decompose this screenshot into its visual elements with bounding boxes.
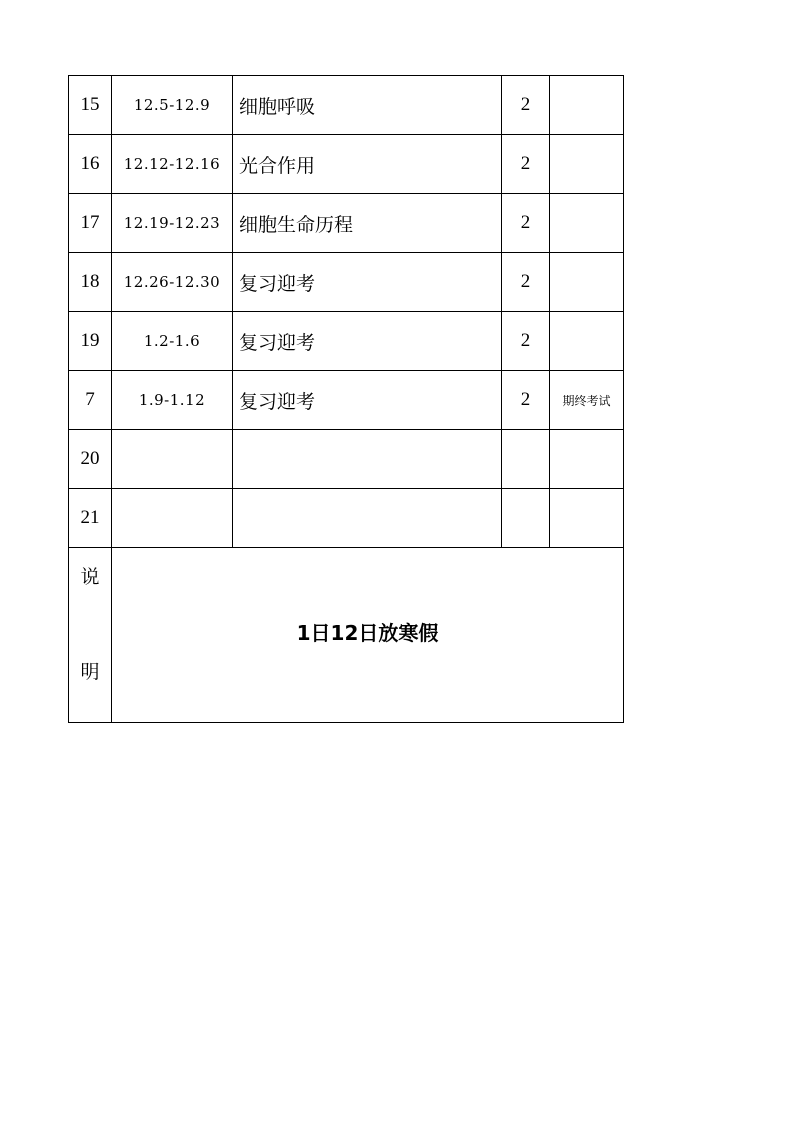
week-cell: 7 [69,371,112,430]
remark-cell: 期终考试 [550,371,624,430]
topic-cell: 复习迎考 [233,371,502,430]
topic-cell [233,489,502,548]
remark-cell [550,430,624,489]
notes-label-line1: 说 [80,566,100,588]
topic-cell: 复习迎考 [233,253,502,312]
table-row [69,430,624,489]
hours-cell: 2 [502,253,550,312]
schedule-table [68,75,624,723]
date-range-cell: 1.2-1.6 [112,312,233,371]
remark-cell [550,76,624,135]
date-range-cell: 12.19-12.23 [112,194,233,253]
hours-cell: 2 [502,312,550,371]
remark-cell [550,194,624,253]
table-row [69,253,624,312]
remark-cell [550,312,624,371]
date-range-cell: 1.9-1.12 [112,371,233,430]
date-range-cell: 12.5-12.9 [112,76,233,135]
remark-cell [550,253,624,312]
week-cell: 17 [69,194,112,253]
table-row [69,135,624,194]
notes-label-line2: 明 [80,661,100,683]
topic-cell: 复习迎考 [233,312,502,371]
date-range-cell: 12.12-12.16 [112,135,233,194]
hours-cell [502,489,550,548]
table-row [69,76,624,135]
topic-cell: 细胞呼吸 [233,76,502,135]
topic-cell [233,430,502,489]
table-row [69,371,624,430]
week-cell: 21 [69,489,112,548]
hours-cell: 2 [502,76,550,135]
hours-cell: 2 [502,135,550,194]
hours-cell [502,430,550,489]
table-row [69,194,624,253]
notes-content: 1日12日放寒假 [296,620,439,645]
topic-cell: 光合作用 [233,135,502,194]
week-cell: 19 [69,312,112,371]
topic-cell: 细胞生命历程 [233,194,502,253]
table-row [69,489,624,548]
hours-cell: 2 [502,194,550,253]
notes-row [69,548,624,723]
date-range-cell: 12.26-12.30 [112,253,233,312]
week-cell: 16 [69,135,112,194]
date-range-cell [112,430,233,489]
schedule-body [69,76,624,548]
week-cell: 18 [69,253,112,312]
notes-label-cell [69,548,112,723]
week-cell: 15 [69,76,112,135]
remark-cell [550,135,624,194]
remark-cell [550,489,624,548]
hours-cell: 2 [502,371,550,430]
table-row [69,312,624,371]
notes-label [69,548,111,684]
notes-section [69,548,624,723]
notes-content-cell [112,548,624,723]
date-range-cell [112,489,233,548]
week-cell: 20 [69,430,112,489]
